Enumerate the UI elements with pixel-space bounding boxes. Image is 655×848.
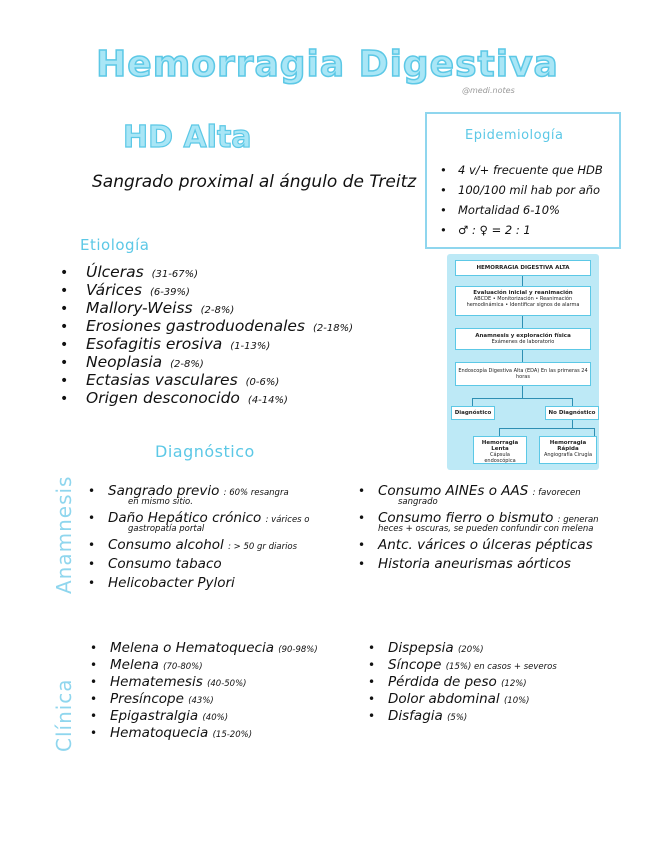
bullet-icon: • <box>60 265 69 281</box>
list-item: • Epigastralgia (40%) <box>90 708 229 724</box>
list-item: • 100/100 mil hab por año <box>440 180 603 200</box>
flow-connector <box>572 420 573 428</box>
flow-box-eda: Endoscopía Digestiva Alta (EDA) En las primeras 24 horas <box>455 362 591 386</box>
list-item: • 4 v/+ frecuente que HDB <box>440 160 603 180</box>
etiologia-list <box>60 263 353 407</box>
bullet-icon: • <box>88 484 96 498</box>
bullet-icon: • <box>368 675 376 689</box>
bullet-icon: • <box>368 658 376 672</box>
bullet-icon: • <box>358 538 366 552</box>
bullet-icon: • <box>368 641 376 655</box>
flow-connector <box>522 276 523 286</box>
bullet-icon: • <box>88 511 96 525</box>
list-item: • Hematemesis (40-50%) <box>90 674 247 690</box>
bullet-icon: • <box>90 641 98 655</box>
list-item: • Várices (6-39%) <box>60 281 190 299</box>
bullet-icon: • <box>60 283 69 299</box>
flow-connector <box>572 398 573 406</box>
list-item: • Melena (70-80%) <box>90 657 203 673</box>
list-item: • Daño Hepático crónico : várices o gastropatía portal <box>88 510 310 534</box>
bullet-icon: • <box>358 484 366 498</box>
list-item: • Helicobacter Pylori <box>88 575 235 591</box>
bullet-icon: • <box>90 658 98 672</box>
flow-connector <box>499 428 595 429</box>
list-item: • Dolor abdominal (10%) <box>368 691 530 707</box>
bullet-icon: • <box>440 163 447 177</box>
flow-connector <box>499 428 500 436</box>
list-item: • Úlceras (31-67%) <box>60 263 199 281</box>
list-item: • Esofagitis erosiva (1-13%) <box>60 335 271 353</box>
flow-box-diagnostico: Diagnóstico <box>451 406 495 420</box>
list-item: • Mortalidad 6-10% <box>440 200 603 220</box>
list-item: • Consumo AINEs o AAS : favorecen sangrado <box>358 483 581 507</box>
list-item: • Antc. várices o úlceras pépticas <box>358 537 593 553</box>
bullet-icon: • <box>88 557 96 571</box>
bullet-icon: • <box>358 557 366 571</box>
list-item: • Consumo alcohol : > 50 gr diarios <box>88 537 298 553</box>
flow-box-hemorragia-lenta: Hemorragia Lenta Cápsula endoscópica <box>473 436 527 464</box>
list-item: • Consumo fierro o bismuto : generan heces + oscuras, se pueden confundir con melena <box>358 510 599 534</box>
flowchart <box>447 254 599 470</box>
flow-connector <box>472 398 473 406</box>
list-item: • Neoplasia (2-8%) <box>60 353 204 371</box>
flow-box-evaluacion: Evaluación inicial y reanimación ABCDE • Monitorización • Reanimación hemodinámica • Identificar signos de alarma <box>455 286 591 316</box>
epidemiologia-list <box>440 160 603 240</box>
flow-connector <box>522 386 523 398</box>
list-item: • Hematoquecia (15-20%) <box>90 725 253 741</box>
list-item: • Presíncope (43%) <box>90 691 214 707</box>
bullet-icon: • <box>440 183 447 197</box>
list-item: • Consumo tabaco <box>88 556 222 572</box>
bullet-icon: • <box>88 538 96 552</box>
definition-text: Sangrado proximal al ángulo de Treitz <box>92 172 417 192</box>
epidemiologia-heading: Epidemiología <box>465 128 564 143</box>
list-item: • Historia aneurismas aórticos <box>358 556 571 572</box>
flow-connector <box>522 316 523 328</box>
list-item: • Síncope (15%) en casos + severos <box>368 657 557 673</box>
list-item: • Disfagia (5%) <box>368 708 468 724</box>
bullet-icon: • <box>90 709 98 723</box>
list-item: • ♂ : ♀ = 2 : 1 <box>440 220 603 240</box>
list-item: • Mallory-Weiss (2-8%) <box>60 299 235 317</box>
flow-box-hemorragia-rapida: Hemorragia Rápida Angiografía Cirugía <box>539 436 597 464</box>
bullet-icon: • <box>368 692 376 706</box>
bullet-icon: • <box>60 319 69 335</box>
bullet-icon: • <box>88 576 96 590</box>
anamnesis-list-left <box>88 483 310 594</box>
bullet-icon: • <box>440 203 447 217</box>
list-item: • Pérdida de peso (12%) <box>368 674 527 690</box>
list-item: • Melena o Hematoquecia (90-98%) <box>90 640 318 656</box>
bullet-icon: • <box>60 301 69 317</box>
bullet-icon: • <box>60 391 69 407</box>
list-item: • Origen desconocido (4-14%) <box>60 389 288 407</box>
flow-connector <box>594 428 595 436</box>
diagnostico-heading: Diagnóstico <box>155 442 255 461</box>
watermark: @medi.notes <box>462 86 515 95</box>
bullet-icon: • <box>60 373 69 389</box>
anamnesis-list-right <box>358 483 599 575</box>
bullet-icon: • <box>440 223 447 237</box>
bullet-icon: • <box>368 709 376 723</box>
bullet-icon: • <box>90 692 98 706</box>
list-item: • Erosiones gastroduodenales (2-18%) <box>60 317 353 335</box>
flow-connector <box>522 350 523 362</box>
clinica-label: Clínica <box>52 678 76 752</box>
list-item: • Ectasias vasculares (0-6%) <box>60 371 280 389</box>
bullet-icon: • <box>358 511 366 525</box>
etiologia-heading: Etiología <box>80 236 150 254</box>
clinica-list-right <box>368 640 557 725</box>
flow-box-anamnesis: Anamnesis y exploración física Exámenes de laboratorio <box>455 328 591 350</box>
anamnesis-label: Anamnesis <box>52 475 76 594</box>
list-item: • Sangrado previo : 60% resangra en mismo sitio. <box>88 483 289 507</box>
bullet-icon: • <box>90 675 98 689</box>
page-title: Hemorragia Digestiva <box>96 44 559 85</box>
bullet-icon: • <box>60 337 69 353</box>
bullet-icon: • <box>90 726 98 740</box>
section-title-hd-alta: HD Alta <box>123 120 252 155</box>
flow-box-no-diagnostico: No Diagnóstico <box>545 406 599 420</box>
list-item: • Dispepsia (20%) <box>368 640 484 656</box>
clinica-list-left <box>90 640 318 742</box>
flow-connector <box>472 398 572 399</box>
bullet-icon: • <box>60 355 69 371</box>
flow-box-hda: HEMORRAGIA DIGESTIVA ALTA <box>455 260 591 276</box>
